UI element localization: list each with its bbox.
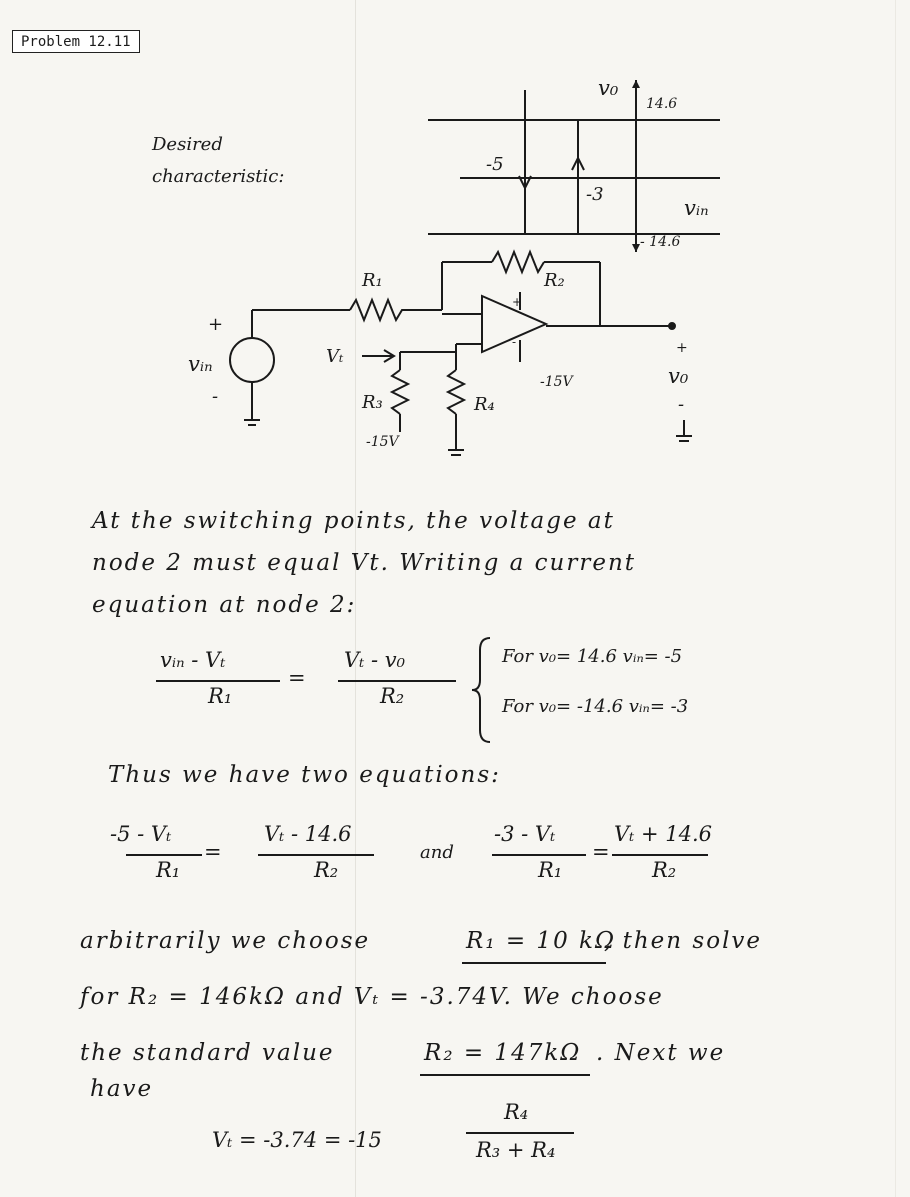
eq2a-rhs-fraction-bar bbox=[258, 854, 374, 856]
r1-label: R₁ bbox=[362, 270, 383, 291]
vin-axis-label: vᵢₙ bbox=[684, 196, 709, 220]
r4-label: R₄ bbox=[474, 394, 495, 415]
text-line: have bbox=[90, 1076, 154, 1102]
r3-resistor bbox=[392, 370, 408, 414]
text-line: node 2 must equal Vt. Writing a current bbox=[92, 550, 637, 576]
text-line: . Next we bbox=[596, 1040, 726, 1066]
text-line: At the switching points, the voltage at bbox=[92, 508, 615, 534]
svg-text:+: + bbox=[512, 295, 523, 309]
condition-2: For v₀= -14.6 vᵢₙ= -3 bbox=[502, 696, 689, 717]
eq3-denominator: R₃ + R₄ bbox=[476, 1138, 556, 1162]
eq1-lhs-denominator: R₁ bbox=[208, 684, 233, 708]
supply-label-opamp: -15V bbox=[540, 374, 573, 390]
r1-choice-underline bbox=[462, 962, 606, 964]
eq2a-rhs-denominator: R₂ bbox=[314, 858, 339, 882]
r2-choice-underline bbox=[420, 1074, 590, 1076]
eq2b-lhs-numerator: -3 - Vₜ bbox=[494, 822, 556, 846]
vin-minus: - bbox=[212, 386, 219, 407]
r2-resistor bbox=[492, 252, 544, 272]
low-level-label: - 14.6 bbox=[640, 234, 681, 250]
vin-plus: + bbox=[208, 314, 224, 335]
text-line: for R₂ = 146kΩ and Vₜ = -3.74V. We choose bbox=[80, 984, 664, 1010]
eq2b-rhs-denominator: R₂ bbox=[652, 858, 677, 882]
eq3-fraction-bar bbox=[466, 1132, 574, 1134]
schematic-drawing bbox=[0, 0, 910, 480]
eq3-lhs: Vₜ = -3.74 = -15 bbox=[212, 1128, 382, 1152]
eq2a-equals: = bbox=[204, 840, 222, 864]
eq2a-lhs-fraction-bar bbox=[126, 854, 202, 856]
eq2a-lhs-denominator: R₁ bbox=[156, 858, 181, 882]
characteristic-title-1: Desired bbox=[152, 134, 223, 155]
vin-source-symbol bbox=[230, 338, 274, 382]
text-line: Thus we have two equations: bbox=[108, 762, 501, 788]
eq2a-rhs-numerator: Vₜ - 14.6 bbox=[264, 822, 352, 846]
supply-label-r3: -15V bbox=[366, 434, 399, 450]
svg-text:-: - bbox=[512, 335, 517, 349]
eq1-rhs-numerator: Vₜ - v₀ bbox=[344, 648, 406, 672]
eq1-equals: = bbox=[288, 666, 306, 690]
characteristic-title-2: characteristic: bbox=[152, 166, 285, 187]
vo-minus: - bbox=[678, 394, 685, 415]
vo-axis-label: v₀ bbox=[598, 76, 619, 100]
eq2b-lhs-fraction-bar bbox=[492, 854, 586, 856]
condition-1: For v₀= 14.6 vᵢₙ= -5 bbox=[502, 646, 683, 667]
text-line: the standard value bbox=[80, 1040, 335, 1066]
eq2b-lhs-denominator: R₁ bbox=[538, 858, 563, 882]
eq2b-rhs-fraction-bar bbox=[612, 854, 708, 856]
condition-brace bbox=[470, 636, 494, 744]
r4-resistor bbox=[448, 370, 464, 414]
threshold-right-label: -3 bbox=[586, 184, 604, 205]
vin-source-label: vᵢₙ bbox=[188, 352, 213, 376]
eq1-lhs-numerator: vᵢₙ - Vₜ bbox=[160, 648, 226, 672]
r2-label: R₂ bbox=[544, 270, 565, 291]
and-word: and bbox=[420, 842, 454, 863]
eq1-rhs-fraction-bar bbox=[338, 680, 456, 682]
eq2b-equals: = bbox=[592, 840, 610, 864]
eq1-lhs-fraction-bar bbox=[156, 680, 280, 682]
eq2a-lhs-numerator: -5 - Vₜ bbox=[110, 822, 172, 846]
problem-label: Problem 12.11 bbox=[12, 30, 140, 53]
vo-output-label: v₀ bbox=[668, 364, 689, 388]
text-line: , then solve bbox=[604, 928, 763, 954]
eq1-rhs-denominator: R₂ bbox=[380, 684, 405, 708]
threshold-left-label: -5 bbox=[486, 154, 504, 175]
eq3-numerator: R₄ bbox=[504, 1100, 529, 1124]
r3-label: R₃ bbox=[362, 392, 383, 413]
high-level-label: 14.6 bbox=[646, 96, 678, 112]
eq2b-rhs-numerator: Vₜ + 14.6 bbox=[614, 822, 713, 846]
vt-label: Vₜ bbox=[326, 346, 344, 367]
r2-choice: R₂ = 147kΩ bbox=[424, 1040, 582, 1066]
text-line: arbitrarily we choose bbox=[80, 928, 371, 954]
text-line: equation at node 2: bbox=[92, 592, 357, 618]
vo-plus: + bbox=[676, 340, 688, 356]
r1-choice: R₁ = 10 kΩ bbox=[466, 928, 617, 954]
r1-resistor bbox=[350, 300, 442, 320]
